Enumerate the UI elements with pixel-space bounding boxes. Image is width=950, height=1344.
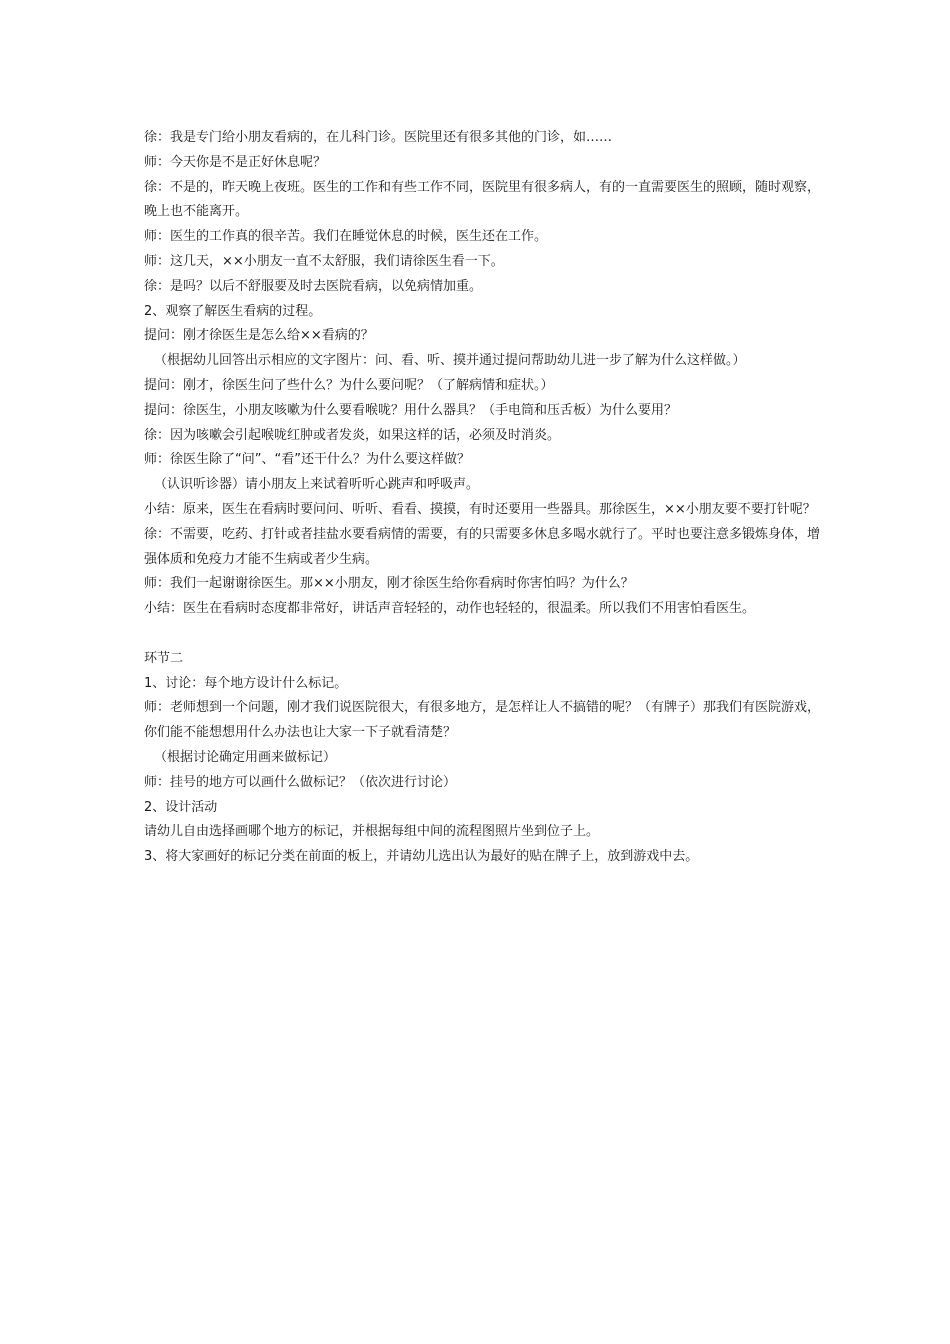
dialogue-line: 徐：是吗？以后不舒服要及时去医院看病，以免病情加重。 [144,278,483,294]
note-line: （认识听诊器）请小朋友上来试着听听心跳声和呼吸声。 [154,477,480,493]
summary-line: 小结：医生在看病时态度都非常好，讲话声音轻轻的，动作也轻轻的，很温柔。所以我们不用害怕看医生。 [144,601,756,617]
step-heading: 2、设计活动 [144,799,218,815]
dialogue-line: 徐：因为咳嗽会引起喉咙红肿或者发炎，如果这样的话，必须及时消炎。 [144,427,561,443]
question-line: 提问：刚才，徐医生问了些什么？为什么要问呢？（了解病情和症状。） [144,377,554,393]
dialogue-line: 师：今天你是不是正好休息呢？ [144,154,327,170]
dialogue-line: 师：挂号的地方可以画什么做标记？（依次进行讨论） [144,774,457,790]
dialogue-line: 师：徐医生除了“问”、“看”还干什么？为什么要这样做？ [144,452,470,468]
dialogue-line: 师：这几天，××小朋友一直不太舒服，我们请徐医生看一下。 [144,253,504,269]
dialogue-line: 徐：不需要，吃药、打针或者挂盐水要看病情的需要，有的只需要多休息多喝水就行了。平时也要注意多锻炼身体，增强体质和免疫力才能不生病或者少生病。 [144,526,821,567]
note-line: （根据讨论确定用画来做标记） [154,749,337,765]
dialogue-line: 师：老师想到一个问题，刚才我们说医院很大，有很多地方，是怎样让人不搞错的呢？（有牌子）那我们有医院游戏，你们能不能想想用什么办法也让大家一下子就看清楚？ [144,700,821,741]
question-line: 提问：刚才徐医生是怎么给××看病的？ [144,328,374,344]
dialogue-line: 徐：我是专门给小朋友看病的，在儿科门诊。医院里还有很多其他的门诊，如…… [144,130,613,145]
dialogue-line: 徐：不是的，昨天晚上夜班。医生的工作和有些工作不同，医院里有很多病人，有的一直需要医生的照顾，随时观察，晚上也不能离开。 [144,179,821,220]
note-line: （根据幼儿回答出示相应的文字图片：问、看、听、摸并通过提问帮助幼儿进一步了解为什么这样做。） [154,353,746,369]
section-heading: 环节二 [144,650,184,666]
instruction-line: 请幼儿自由选择画哪个地方的标记，并根据每组中间的流程图照片坐到位子上。 [144,824,600,840]
blank-line [144,622,820,647]
step-heading: 3、将大家画好的标记分类在前面的板上，并请幼儿选出认为最好的贴在牌子上，放到游戏中去。 [144,849,699,865]
step-heading: 1、讨论：每个地方设计什么标记。 [144,675,348,691]
step-heading: 2、观察了解医生看病的过程。 [144,303,322,319]
dialogue-line: 师：医生的工作真的很辛苦。我们在睡觉休息的时候，医生还在工作。 [144,229,548,245]
question-line: 提问：徐医生，小朋友咳嗽为什么要看喉咙？用什么器具？（手电筒和压舌板）为什么要用？ [144,402,678,418]
document-page [144,126,820,870]
summary-line: 小结：原来，医生在看病时要问问、听听、看看、摸摸，有时还要用一些器具。那徐医生，××小朋友要不要打针呢？ [144,501,816,517]
dialogue-line: 师：我们一起谢谢徐医生。那××小朋友，刚才徐医生给你看病时你害怕吗？为什么？ [144,576,634,592]
